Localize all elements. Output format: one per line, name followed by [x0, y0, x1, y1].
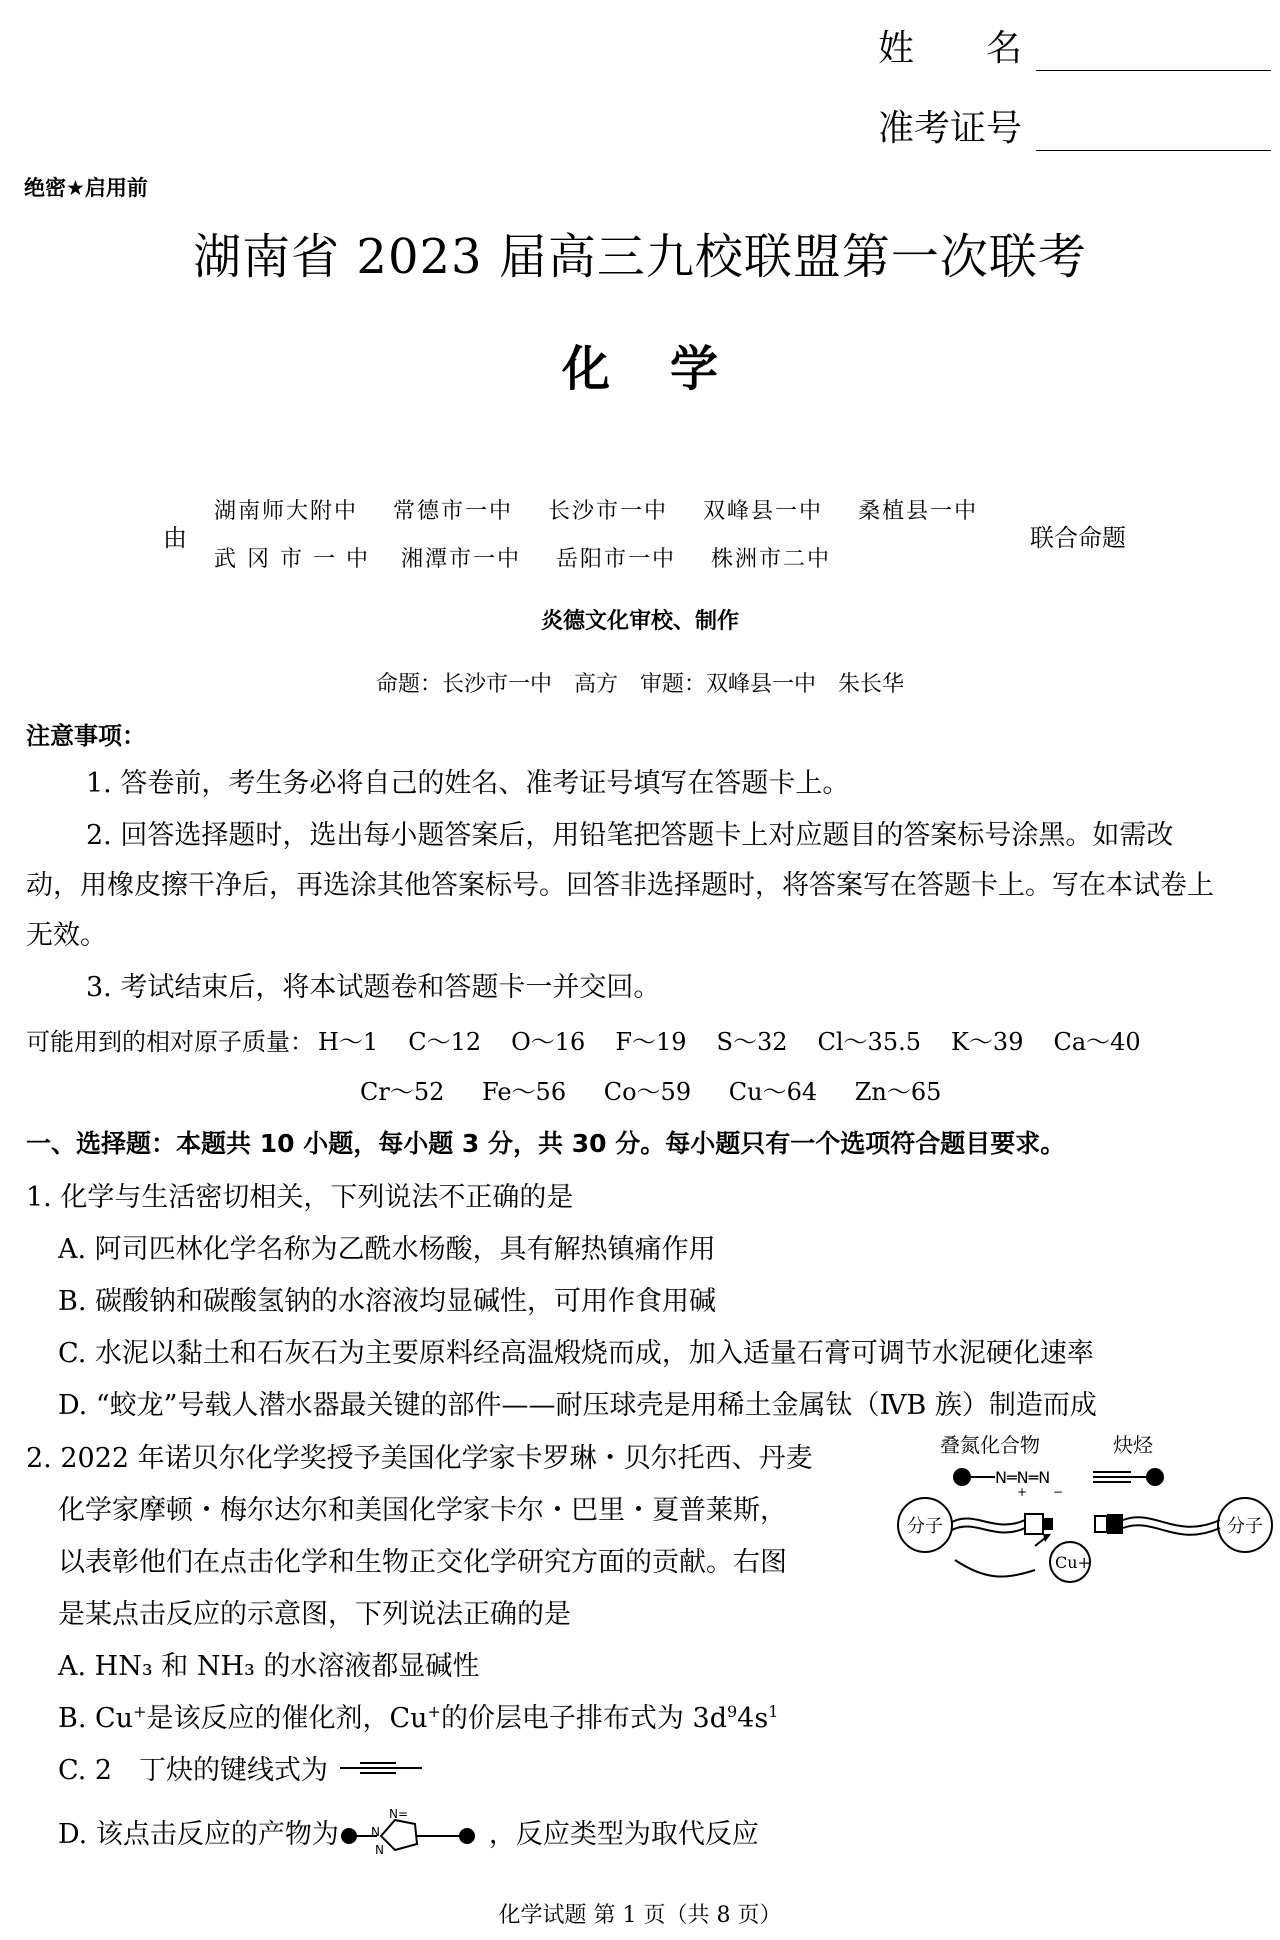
name-field[interactable] — [878, 20, 1271, 71]
q2-b-text-2: 是该反应的催化剂，Cu — [146, 1703, 428, 1734]
alkyne-label: 炔烃 — [1113, 1433, 1153, 1457]
connector-left-icon — [1025, 1514, 1043, 1534]
molecule-right-label: 分子 — [1227, 1516, 1263, 1537]
atomic-masses-row-1 — [26, 1022, 1141, 1057]
school-item: 岳阳市一中 — [556, 547, 677, 572]
q2-option-a: A. HN₃ 和 NH₃ 的水溶液都显碱性 — [58, 1651, 480, 1682]
mass-item: Cl～35.5 — [817, 1028, 921, 1056]
q1-option-b: B. 碳酸钠和碳酸氢钠的水溶液均显碱性，可用作食用碱 — [58, 1286, 717, 1317]
triazole-n-label: N — [370, 1825, 380, 1839]
mass-item: H～1 — [318, 1028, 379, 1056]
mass-item: S～32 — [716, 1028, 788, 1056]
superscript-plus: + — [133, 1702, 147, 1721]
q2-d-text-1: D. 该点击反应的产物为 — [58, 1818, 339, 1850]
azide-charge-minus: − — [1053, 1485, 1064, 1499]
triazole-product-icon — [339, 1806, 489, 1856]
mass-item: Cu～64 — [728, 1078, 818, 1106]
q2-option-b — [58, 1696, 778, 1735]
mass-item: K～39 — [951, 1028, 1024, 1056]
connector-right-icon — [1095, 1516, 1107, 1532]
q2-stem-line-3: 以表彰他们在点击化学和生物正交化学研究方面的贡献。右图 — [58, 1547, 787, 1578]
q1-option-a: A. 阿司匹林化学名称为乙酰水杨酸，具有解热镇痛作用 — [58, 1234, 716, 1265]
notice-item-3: 3. 考试结束后，将本试题卷和答题卡一并交回。 — [86, 972, 661, 1003]
notice-item-2c: 无效。 — [26, 920, 107, 951]
q2-b-text-1: B. Cu — [58, 1703, 134, 1734]
mass-item: C～12 — [408, 1028, 482, 1056]
mass-item: Ca～40 — [1053, 1028, 1141, 1056]
azide-group-icon — [953, 1468, 971, 1486]
azide-charge-plus: + — [1017, 1485, 1028, 1499]
school-item: 常德市一中 — [393, 499, 514, 524]
mass-item: Cr～52 — [360, 1078, 445, 1106]
triazole-n-label: N= — [388, 1807, 408, 1821]
q2-d-text-2: ，反应类型为取代反应 — [488, 1818, 759, 1850]
name-underline[interactable] — [1036, 40, 1271, 71]
exam-id-label: 准考证号 — [878, 108, 1023, 149]
q2-b-text-3: 的价层电子排布式为 3d — [440, 1703, 727, 1734]
superscript: 1 — [768, 1702, 779, 1721]
school-item: 株洲市二中 — [711, 547, 832, 572]
q2-b-text-4: 4s — [737, 1703, 769, 1734]
subject-title: 化学 — [561, 341, 778, 397]
page-footer: 化学试题 第 1 页（共 8 页） — [498, 1903, 782, 1928]
mass-item: Zn～65 — [854, 1078, 942, 1106]
q2-stem-line-4: 是某点击反应的示意图，下列说法正确的是 — [58, 1599, 571, 1630]
mass-item: F～19 — [615, 1028, 687, 1056]
school-item: 湖南师大附中 — [214, 499, 359, 524]
superscript: 9 — [726, 1702, 738, 1721]
mass-item: Co～59 — [603, 1078, 692, 1106]
secret-mark: 绝密★启用前 — [24, 176, 148, 200]
q2-c-text: C. 2 丁炔的键线式为 — [58, 1755, 329, 1786]
triazole-n-label: N — [374, 1843, 384, 1856]
atomic-masses-row-2 — [360, 1072, 941, 1107]
q1-option-d: D. “蛟龙”号载人潜水器最关键的部件——耐压球壳是用稀土金属钛（ⅣB 族）制造而成 — [58, 1390, 1097, 1421]
q2-option-d — [58, 1806, 759, 1856]
atomic-masses-label: 可能用到的相对原子质量： — [26, 1028, 314, 1056]
notice-item-1: 1. 答卷前，考生务必将自己的姓名、准考证号填写在答题卡上。 — [86, 768, 850, 799]
notice-item-2a: 2. 回答选择题时，选出每小题答案后，用铅笔把答题卡上对应题目的答案标号涂黑。如需改 — [86, 820, 1174, 851]
mass-item: Fe～56 — [482, 1078, 567, 1106]
exam-id-underline[interactable] — [1036, 120, 1271, 151]
azide-formula: N═N═N — [995, 1468, 1051, 1487]
school-item: 长沙市一中 — [548, 499, 669, 524]
producer: 炎德文化审校、制作 — [540, 609, 739, 634]
notice-heading: 注意事项： — [26, 722, 146, 750]
school-item: 双峰县一中 — [703, 499, 824, 524]
exam-id-field[interactable] — [878, 100, 1271, 151]
exam-title: 湖南省 2023 届高三九校联盟第一次联考 — [193, 229, 1087, 285]
superscript-plus: + — [427, 1702, 441, 1721]
q2-stem-line-2: 化学家摩顿・梅尔达尔和美国化学家卡尔・巴里・夏普莱斯， — [58, 1495, 787, 1526]
schools-row-1 — [214, 494, 1014, 525]
molecule-left-label: 分子 — [907, 1516, 943, 1537]
q1-option-c: C. 水泥以黏土和石灰石为主要原料经高温煅烧而成，加入适量石膏可调节水泥硬化速率 — [58, 1338, 1094, 1369]
notice-item-2b: 动，用橡皮擦干净后，再选涂其他答案标号。回答非选择题时，将答案写在答题卡上。写在本试卷上 — [26, 870, 1214, 901]
school-item: 湘潭市一中 — [400, 547, 521, 572]
school-item: 桑植县一中 — [858, 499, 979, 524]
schools-row-2 — [214, 542, 1014, 573]
authors: 命题：长沙市一中 高方 审题：双峰县一中 朱长华 — [375, 672, 904, 697]
name-label: 姓 名 — [878, 28, 1023, 69]
q2-stem-line-1: 2. 2022 年诺贝尔化学奖授予美国化学家卡罗琳・贝尔托西、丹麦 — [26, 1443, 813, 1474]
section-1-heading: 一、选择题：本题共 10 小题，每小题 3 分，共 30 分。每小题只有一个选项符合题目要求。 — [26, 1129, 1066, 1158]
butyne-skeletal-icon — [338, 1756, 428, 1780]
click-chemistry-diagram — [895, 1430, 1275, 1600]
school-item: 武 冈 市 一 中 — [214, 547, 370, 572]
copper-catalyst-label: Cu+ — [1055, 1553, 1091, 1572]
alkyne-group-icon — [1146, 1468, 1164, 1486]
q1-stem: 1. 化学与生活密切相关，下列说法不正确的是 — [26, 1182, 574, 1213]
mass-item: O～16 — [511, 1028, 586, 1056]
schools-suffix: 联合命题 — [1030, 524, 1126, 552]
q2-option-c — [58, 1748, 428, 1787]
schools-prefix: 由 — [163, 524, 187, 552]
azide-label: 叠氮化合物 — [940, 1433, 1040, 1457]
